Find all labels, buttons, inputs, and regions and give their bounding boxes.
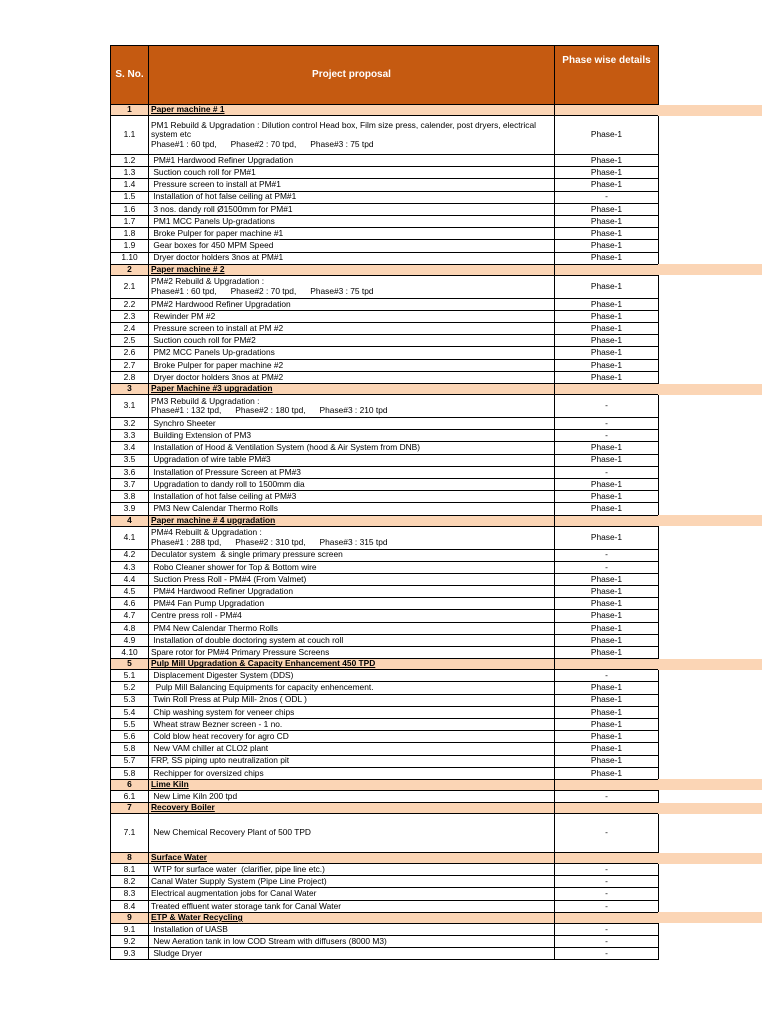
table-row [111,767,659,779]
table-row [111,731,659,743]
table-row [111,888,659,900]
row-number[interactable]: 8.4 [111,900,149,912]
row-description[interactable]: Broke Pulper for paper machine #1 [149,228,555,240]
table-row [111,864,659,876]
row-description[interactable]: Rechipper for oversized chips [149,767,555,779]
section-number[interactable]: 7 [111,803,149,814]
row-description[interactable]: Upgradation to dandy roll to 1500mm dia [149,478,555,490]
row-phase[interactable]: - [555,549,659,561]
table-row [111,876,659,888]
section-row [111,659,659,670]
row-description[interactable]: Robo Cleaner shower for Top & Bottom wire [149,561,555,573]
table-row [111,814,659,853]
row-phase[interactable]: Phase-1 [555,743,659,755]
table-row [111,359,659,371]
row-phase[interactable]: Phase-1 [555,347,659,359]
row-phase[interactable]: Phase-1 [555,116,659,155]
table-row [111,790,659,802]
table-row [111,900,659,912]
table-row [111,573,659,585]
section-title-cell[interactable] [149,515,555,526]
table-row [111,228,659,240]
row-number[interactable]: 5.6 [111,731,149,743]
table-row [111,561,659,573]
row-description[interactable]: PM3 Rebuild & Upgradation : Phase#1 : 132 tpd, Phase#2 : 180 tpd, Phase#3 : 210 tpd [149,395,555,418]
section-row [111,105,659,116]
row-number[interactable]: 1.8 [111,228,149,240]
table-row [111,298,659,310]
row-phase[interactable]: Phase-1 [555,298,659,310]
row-description[interactable]: 3 nos. dandy roll Ø1500mm for PM#1 [149,203,555,215]
row-description[interactable]: PM#2 Rebuild & Upgradation : Phase#1 : 60 tpd, Phase#2 : 70 tpd, Phase#3 : 75 tpd [149,275,555,298]
row-description[interactable]: New Lime Kiln 200 tpd [149,790,555,802]
row-phase[interactable]: - [555,395,659,418]
row-number[interactable]: 2.2 [111,298,149,310]
row-description[interactable]: PM4 New Calendar Thermo Rolls [149,622,555,634]
row-phase[interactable]: - [555,900,659,912]
row-phase[interactable]: Phase-1 [555,694,659,706]
row-phase[interactable]: - [555,191,659,203]
row-phase[interactable]: Phase-1 [555,610,659,622]
row-number[interactable]: 4.2 [111,549,149,561]
table-row [111,923,659,935]
row-phase[interactable]: Phase-1 [555,442,659,454]
row-phase[interactable]: Phase-1 [555,228,659,240]
section-title-cell[interactable] [149,912,555,923]
row-description[interactable]: Rewinder PM #2 [149,310,555,322]
section-highlight-band [658,384,762,395]
row-number[interactable]: 5.2 [111,682,149,694]
row-description[interactable]: Pressure screen to install at PM#1 [149,179,555,191]
row-phase[interactable]: Phase-1 [555,647,659,659]
row-phase[interactable]: Phase-1 [555,634,659,646]
table-row [111,442,659,454]
row-description[interactable]: Building Extension of PM3 [149,430,555,442]
section-row [111,515,659,526]
section-highlight-band [658,264,762,275]
row-number[interactable]: 5.8 [111,743,149,755]
row-phase[interactable]: Phase-1 [555,731,659,743]
row-phase[interactable]: Phase-1 [555,359,659,371]
row-number[interactable]: 4.6 [111,598,149,610]
row-number[interactable]: 1.7 [111,215,149,227]
row-phase[interactable]: - [555,430,659,442]
table-row [111,335,659,347]
row-phase[interactable]: - [555,936,659,948]
table-row [111,203,659,215]
row-number[interactable]: 5.1 [111,670,149,682]
table-row [111,478,659,490]
table-row [111,430,659,442]
row-number[interactable]: 8.2 [111,876,149,888]
table-row [111,706,659,718]
row-phase[interactable]: Phase-1 [555,503,659,515]
section-highlight-band [658,659,762,670]
section-title: Recovery Boiler [151,802,215,813]
table-row [111,215,659,227]
row-description[interactable]: Gear boxes for 450 MPM Speed [149,240,555,252]
table-row [111,670,659,682]
section-phase-cell[interactable] [555,515,659,526]
section-title-cell[interactable] [149,105,555,116]
table-row [111,275,659,298]
row-description[interactable]: Chip washing system for veneer chips [149,706,555,718]
section-number[interactable]: 5 [111,659,149,670]
header-row [111,46,659,105]
row-phase[interactable]: Phase-1 [555,310,659,322]
section-number[interactable]: 1 [111,105,149,116]
row-description[interactable]: FRP, SS piping upto neutralization pit [149,755,555,767]
section-row [111,912,659,923]
table-row [111,634,659,646]
row-phase[interactable]: - [555,888,659,900]
table-row [111,622,659,634]
row-number[interactable]: 3.4 [111,442,149,454]
header-proposal[interactable]: Project proposal [149,46,555,105]
table-row [111,466,659,478]
row-description[interactable]: Pressure screen to install at PM #2 [149,323,555,335]
row-description[interactable]: Twin Roll Press at Pulp Mill- 2nos ( ODL ) [149,694,555,706]
section-row [111,853,659,864]
table-row [111,936,659,948]
row-phase[interactable]: Phase-1 [555,275,659,298]
row-number[interactable]: 2.4 [111,323,149,335]
row-description[interactable]: PM#2 Hardwood Refiner Upgradation [149,298,555,310]
table-row [111,718,659,730]
row-number[interactable]: 3.3 [111,430,149,442]
row-phase[interactable]: Phase-1 [555,203,659,215]
table-row [111,240,659,252]
row-description[interactable]: New VAM chiller at CLO2 plant [149,743,555,755]
section-title-cell[interactable] [149,779,555,790]
section-highlight-band [658,912,762,923]
section-title-cell[interactable] [149,264,555,275]
table-row [111,491,659,503]
row-number[interactable]: 4.8 [111,622,149,634]
table-row [111,252,659,264]
section-title-cell[interactable] [149,384,555,395]
row-number[interactable]: 3.2 [111,418,149,430]
project-table [110,45,659,960]
row-phase[interactable]: Phase-1 [555,215,659,227]
section-row [111,384,659,395]
section-title: Lime Kiln [151,779,189,790]
table-row [111,598,659,610]
table-row [111,167,659,179]
row-number[interactable]: 1.3 [111,167,149,179]
row-description[interactable]: Upgradation of wire table PM#3 [149,454,555,466]
row-number[interactable]: 5.3 [111,694,149,706]
row-number[interactable]: 5.4 [111,706,149,718]
section-number[interactable]: 6 [111,779,149,790]
row-number[interactable]: 2.7 [111,359,149,371]
row-description[interactable]: Sludge Dryer [149,948,555,960]
table-row [111,682,659,694]
table-row [111,395,659,418]
row-description[interactable]: Wheat straw Bezner screen - 1 no. [149,718,555,730]
section-phase-cell[interactable] [555,659,659,670]
row-description[interactable]: Synchro Sheeter [149,418,555,430]
row-description[interactable]: PM#4 Fan Pump Upgradation [149,598,555,610]
section-title-cell[interactable] [149,803,555,814]
section-phase-cell[interactable] [555,853,659,864]
row-description[interactable]: Installation of double doctoring system at couch roll [149,634,555,646]
row-phase[interactable]: - [555,923,659,935]
row-number[interactable]: 4.3 [111,561,149,573]
section-row [111,264,659,275]
spreadsheet [110,45,658,960]
row-number[interactable]: 4.4 [111,573,149,585]
row-number[interactable]: 1.4 [111,179,149,191]
row-description[interactable]: Installation of UASB [149,923,555,935]
row-phase[interactable]: Phase-1 [555,371,659,383]
row-number[interactable]: 1.6 [111,203,149,215]
section-phase-cell[interactable] [555,384,659,395]
section-highlight-band [658,779,762,790]
row-phase[interactable]: - [555,864,659,876]
row-phase[interactable]: Phase-1 [555,718,659,730]
row-description[interactable]: Dryer doctor holders 3nos at PM#1 [149,252,555,264]
row-description[interactable]: PM#4 Hardwood Refiner Upgradation [149,586,555,598]
row-description[interactable]: Spare rotor for PM#4 Primary Pressure Screens [149,647,555,659]
row-phase[interactable]: Phase-1 [555,478,659,490]
section-title: Pulp Mill Upgradation & Capacity Enhancement 450 TPD [151,658,376,669]
row-number[interactable]: 1.2 [111,155,149,167]
row-number[interactable]: 5.7 [111,755,149,767]
table-row [111,323,659,335]
row-phase[interactable]: Phase-1 [555,586,659,598]
row-phase[interactable]: Phase-1 [555,179,659,191]
section-number[interactable]: 4 [111,515,149,526]
row-number[interactable]: 1.1 [111,116,149,155]
row-phase[interactable]: Phase-1 [555,335,659,347]
row-phase[interactable]: Phase-1 [555,323,659,335]
header-sno[interactable]: S. No. [111,46,149,105]
row-number[interactable]: 7.1 [111,814,149,853]
row-phase[interactable]: - [555,670,659,682]
section-title: Paper Machine #3 upgradation [151,383,273,394]
section-phase-cell[interactable] [555,803,659,814]
section-row [111,803,659,814]
table-row [111,743,659,755]
row-number[interactable]: 1.9 [111,240,149,252]
row-phase[interactable]: Phase-1 [555,167,659,179]
section-phase-cell[interactable] [555,264,659,275]
row-description[interactable]: Displacement Digester System (DDS) [149,670,555,682]
row-description[interactable]: Suction couch roll for PM#1 [149,167,555,179]
row-number[interactable]: 3.6 [111,466,149,478]
section-highlight-band [658,803,762,814]
row-number[interactable]: 2.5 [111,335,149,347]
row-number[interactable]: 5.8 [111,767,149,779]
row-number[interactable]: 6.1 [111,790,149,802]
row-phase[interactable]: Phase-1 [555,155,659,167]
row-phase[interactable]: Phase-1 [555,573,659,585]
section-highlight-band [658,105,762,116]
row-phase[interactable]: Phase-1 [555,252,659,264]
section-highlight-band [658,515,762,526]
table-row [111,454,659,466]
row-description[interactable]: Broke Pulper for paper machine #2 [149,359,555,371]
row-phase[interactable]: - [555,466,659,478]
table-row [111,694,659,706]
section-row [111,779,659,790]
row-number[interactable]: 2.1 [111,275,149,298]
row-description[interactable]: Canal Water Supply System (Pipe Line Project) [149,876,555,888]
table-row [111,116,659,155]
table-row [111,155,659,167]
table-row [111,418,659,430]
table-row [111,347,659,359]
row-description[interactable]: PM3 New Calendar Thermo Rolls [149,503,555,515]
section-title: Paper machine # 4 upgradation [151,515,276,525]
row-number[interactable]: 1.10 [111,252,149,264]
row-number[interactable]: 3.7 [111,478,149,490]
row-description[interactable]: PM1 Rebuild & Upgradation : Dilution control Head box, Film size press, calender, post dryers, electrical system etc Phase#1 : 60 tpd, Phase#2 : 70 tpd, Phase#3 : 75 tpd [149,116,555,155]
section-number[interactable]: 9 [111,912,149,923]
table-row [111,586,659,598]
row-number[interactable]: 3.5 [111,454,149,466]
row-description[interactable]: Installation of Pressure Screen at PM#3 [149,466,555,478]
row-number[interactable]: 4.9 [111,634,149,646]
section-title: Surface Water [151,852,208,863]
row-number[interactable]: 3.9 [111,503,149,515]
row-description[interactable]: Cold blow heat recovery for agro CD [149,731,555,743]
table-row [111,371,659,383]
row-number[interactable]: 4.5 [111,586,149,598]
row-description[interactable]: PM2 MCC Panels Up-gradations [149,347,555,359]
row-description[interactable]: Suction Press Roll - PM#4 (From Valmet) [149,573,555,585]
row-description[interactable]: Installation of Hood & Ventilation System (hood & Air System from DNB) [149,442,555,454]
row-description[interactable]: WTP for surface water (clarifier, pipe line etc.) [149,864,555,876]
row-number[interactable]: 4.7 [111,610,149,622]
row-phase[interactable]: - [555,418,659,430]
section-number[interactable]: 2 [111,264,149,275]
row-phase[interactable]: - [555,790,659,802]
table-body [111,105,659,960]
row-description[interactable]: Dryer doctor holders 3nos at PM#2 [149,371,555,383]
section-number[interactable]: 8 [111,853,149,864]
row-phase[interactable]: Phase-1 [555,706,659,718]
section-highlight-band [658,853,762,864]
section-title: Paper machine # 1 [151,104,225,115]
row-description[interactable]: Treated effluent water storage tank for Canal Water [149,900,555,912]
row-description[interactable]: Pulp Mill Balancing Equipments for capacity enhencement. [149,682,555,694]
table-row [111,179,659,191]
row-description[interactable]: Deculator system & single primary pressure screen [149,549,555,561]
row-description[interactable]: Installation of hot false ceiling at PM#1 [149,191,555,203]
row-description[interactable]: PM1 MCC Panels Up-gradations [149,215,555,227]
table-row [111,503,659,515]
table-row [111,948,659,960]
row-description[interactable]: PM#4 Rebuilt & Upgradation : Phase#1 : 288 tpd, Phase#2 : 310 tpd, Phase#3 : 315 tpd [149,526,555,549]
section-title-cell[interactable] [149,659,555,670]
row-phase[interactable]: Phase-1 [555,454,659,466]
row-phase[interactable]: Phase-1 [555,526,659,549]
row-number[interactable]: 3.1 [111,395,149,418]
table-row [111,310,659,322]
table-row [111,647,659,659]
section-phase-cell[interactable] [555,912,659,923]
row-number[interactable]: 2.6 [111,347,149,359]
row-number[interactable]: 9.3 [111,948,149,960]
row-number[interactable]: 1.5 [111,191,149,203]
row-phase[interactable]: Phase-1 [555,682,659,694]
section-phase-cell[interactable] [555,779,659,790]
row-description[interactable]: Suction couch roll for PM#2 [149,335,555,347]
row-number[interactable]: 9.1 [111,923,149,935]
row-number[interactable]: 2.8 [111,371,149,383]
row-phase[interactable]: Phase-1 [555,622,659,634]
row-number[interactable]: 2.3 [111,310,149,322]
header-phase[interactable]: Phase wise details [555,46,659,105]
section-number[interactable]: 3 [111,384,149,395]
row-number[interactable]: 9.2 [111,936,149,948]
row-phase[interactable]: Phase-1 [555,240,659,252]
row-description[interactable]: Installation of hot false ceiling at PM#3 [149,491,555,503]
row-number[interactable]: 4.10 [111,647,149,659]
table-row [111,191,659,203]
row-phase[interactable]: - [555,814,659,853]
table-row [111,755,659,767]
table-row [111,610,659,622]
section-title-cell[interactable] [149,853,555,864]
row-phase[interactable]: Phase-1 [555,598,659,610]
row-number[interactable]: 8.3 [111,888,149,900]
row-number[interactable]: 4.1 [111,526,149,549]
section-phase-cell[interactable] [555,105,659,116]
row-phase[interactable]: Phase-1 [555,491,659,503]
row-phase[interactable]: Phase-1 [555,755,659,767]
row-description[interactable]: Centre press roll - PM#4 [149,610,555,622]
row-description[interactable]: New Chemical Recovery Plant of 500 TPD [149,814,555,853]
row-description[interactable]: PM#1 Hardwood Refiner Upgradation [149,155,555,167]
table-row [111,526,659,549]
section-title: Paper machine # 2 [151,264,225,274]
row-number[interactable]: 3.8 [111,491,149,503]
row-phase[interactable]: Phase-1 [555,767,659,779]
row-number[interactable]: 8.1 [111,864,149,876]
row-phase[interactable]: - [555,948,659,960]
row-phase[interactable]: - [555,876,659,888]
row-description[interactable]: New Aeration tank in low COD Stream with diffusers (8000 M3) [149,936,555,948]
table-row [111,549,659,561]
row-number[interactable]: 5.5 [111,718,149,730]
section-title: ETP & Water Recycling [151,912,243,923]
row-phase[interactable]: - [555,561,659,573]
row-description[interactable]: Electrical augmentation jobs for Canal Water [149,888,555,900]
